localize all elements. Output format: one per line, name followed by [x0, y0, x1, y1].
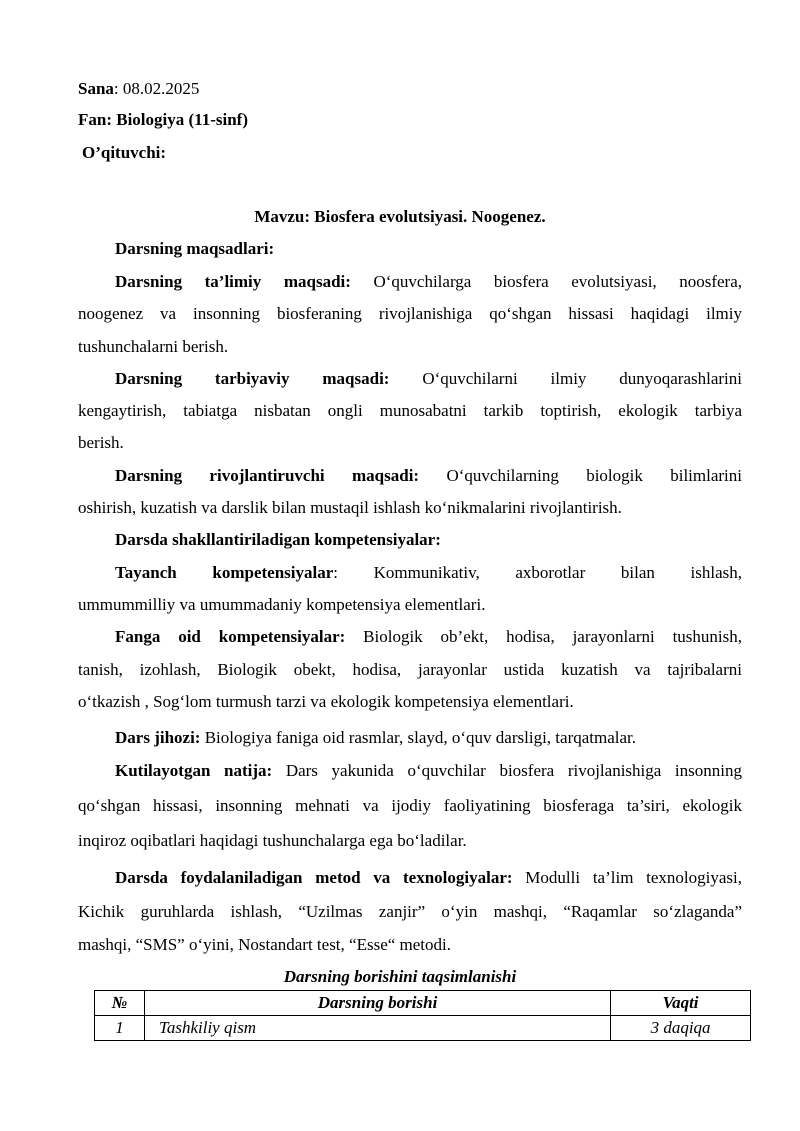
plan-table-header-progress: Darsning borishi: [144, 991, 610, 1016]
methods-line-2: Kichik guruhlarda ishlash, “Uzilmas zanjir” o‘yin mashqi, “Raqamlar so‘zlaganda”: [78, 902, 742, 921]
teacher-line: O’qituvchi:: [82, 143, 167, 162]
date-label: Sana: [78, 79, 114, 98]
plan-table-title: Darsning borishini taqsimlanishi: [283, 967, 517, 986]
plan-row-time: 3 daqiqa: [611, 1016, 751, 1041]
upbringing-goal-line-3: berish.: [78, 433, 124, 452]
educational-goal-line-2: noogenez va insonning biosferaning rivojlanishiga qo‘shgan hissasi haqidagi ilmiy: [78, 304, 742, 323]
educational-goal-label: Darsning ta’limiy maqsadi:: [115, 272, 351, 291]
subject-competencies-line-3: o‘tkazish , Sog‘lom turmush tarzi va ekologik kompetensiya elementlari.: [78, 692, 574, 711]
expected-result-line-1: Kutilayotgan natija: Dars yakunida o‘quvchilar biosfera rivojlanishiga insonning: [115, 761, 742, 780]
goals-heading: Darsning maqsadlari:: [115, 239, 275, 258]
upbringing-goal-line-1: Darsning tarbiyaviy maqsadi: O‘quvchilarni ilmiy dunyoqarashlarini: [115, 369, 743, 388]
date-line: [78, 78, 199, 100]
subject-competencies-line-1: Fanga oid kompetensiyalar: Biologik ob’ekt, hodisa, jarayonlarni tushunish,: [115, 627, 743, 646]
basic-competencies-line-2: ummummilliy va umummadaniy kompetensiya elementlari.: [78, 595, 486, 614]
plan-table-header-number: №: [95, 991, 145, 1016]
table-row: [95, 1016, 751, 1041]
upbringing-goal-line-2: kengaytirish, tabiatga nisbatan ongli munosabatni tarkib toptirish, ekologik tarbiya: [78, 401, 742, 420]
plan-table: [94, 990, 751, 1041]
expected-result-line-3: inqiroz oqibatlari haqidagi tushunchalarga ega bo‘ladilar.: [78, 831, 467, 850]
plan-table-header-row: [95, 991, 751, 1016]
subject-line: Fan: Biologiya (11-sinf): [78, 110, 249, 129]
plan-row-number: 1: [95, 1016, 145, 1041]
competencies-heading: Darsda shakllantiriladigan kompetensiyalar:: [115, 530, 441, 549]
equipment-line: Dars jihozi: Biologiya faniga oid rasmlar, slayd, o‘quv darsligi, tarqatmalar.: [115, 728, 637, 747]
developmental-goal-line-2: oshirish, kuzatish va darslik bilan mustaqil ishlash ko‘nikmalarini rivojlantirish.: [78, 498, 622, 517]
methods-label: Darsda foydalaniladigan metod va texnologiyalar:: [115, 868, 513, 887]
developmental-goal-line-1: Darsning rivojlantiruvchi maqsadi: O‘quvchilarning biologik bilimlarini: [115, 466, 742, 485]
upbringing-goal-label: Darsning tarbiyaviy maqsadi:: [115, 369, 390, 388]
plan-row-stage: Tashkiliy qism: [144, 1016, 610, 1041]
equipment-label: Dars jihozi:: [115, 728, 201, 747]
subject-competencies-label: Fanga oid kompetensiyalar:: [115, 627, 346, 646]
plan-table-header-time: Vaqti: [611, 991, 751, 1016]
developmental-goal-label: Darsning rivojlantiruvchi maqsadi:: [115, 466, 420, 485]
basic-competencies-label: Tayanch kompetensiyalar: [115, 563, 334, 582]
educational-goal-line-3: tushunchalarni berish.: [78, 337, 229, 356]
methods-line-3: mashqi, “SMS” o‘yini, Nostandart test, “Esse“ metodi.: [78, 935, 451, 954]
expected-result-line-2: qo‘shgan hissasi, insonning mehnati va ijodiy faoliyatining biosferaga ta’siri, ekologik: [78, 796, 742, 815]
expected-result-label: Kutilayotgan natija:: [115, 761, 273, 780]
subject-competencies-line-2: tanish, izohlash, Biologik obekt, hodisa, jarayonlar ustida kuzatish va tajribalarni: [78, 660, 742, 679]
methods-line-1: Darsda foydalaniladigan metod va texnologiyalar: Modulli ta’lim texnologiyasi,: [115, 868, 742, 887]
date-value: : 08.02.2025: [113, 79, 200, 98]
basic-competencies-line-1: Tayanch kompetensiyalar: Kommunikativ, axborotlar bilan ishlash,: [115, 563, 742, 582]
topic-title: Mavzu: Biosfera evolutsiyasi. Noogenez.: [254, 207, 546, 226]
educational-goal-line-1: Darsning ta’limiy maqsadi: O‘quvchilarga biosfera evolutsiyasi, noosfera,: [115, 272, 743, 291]
